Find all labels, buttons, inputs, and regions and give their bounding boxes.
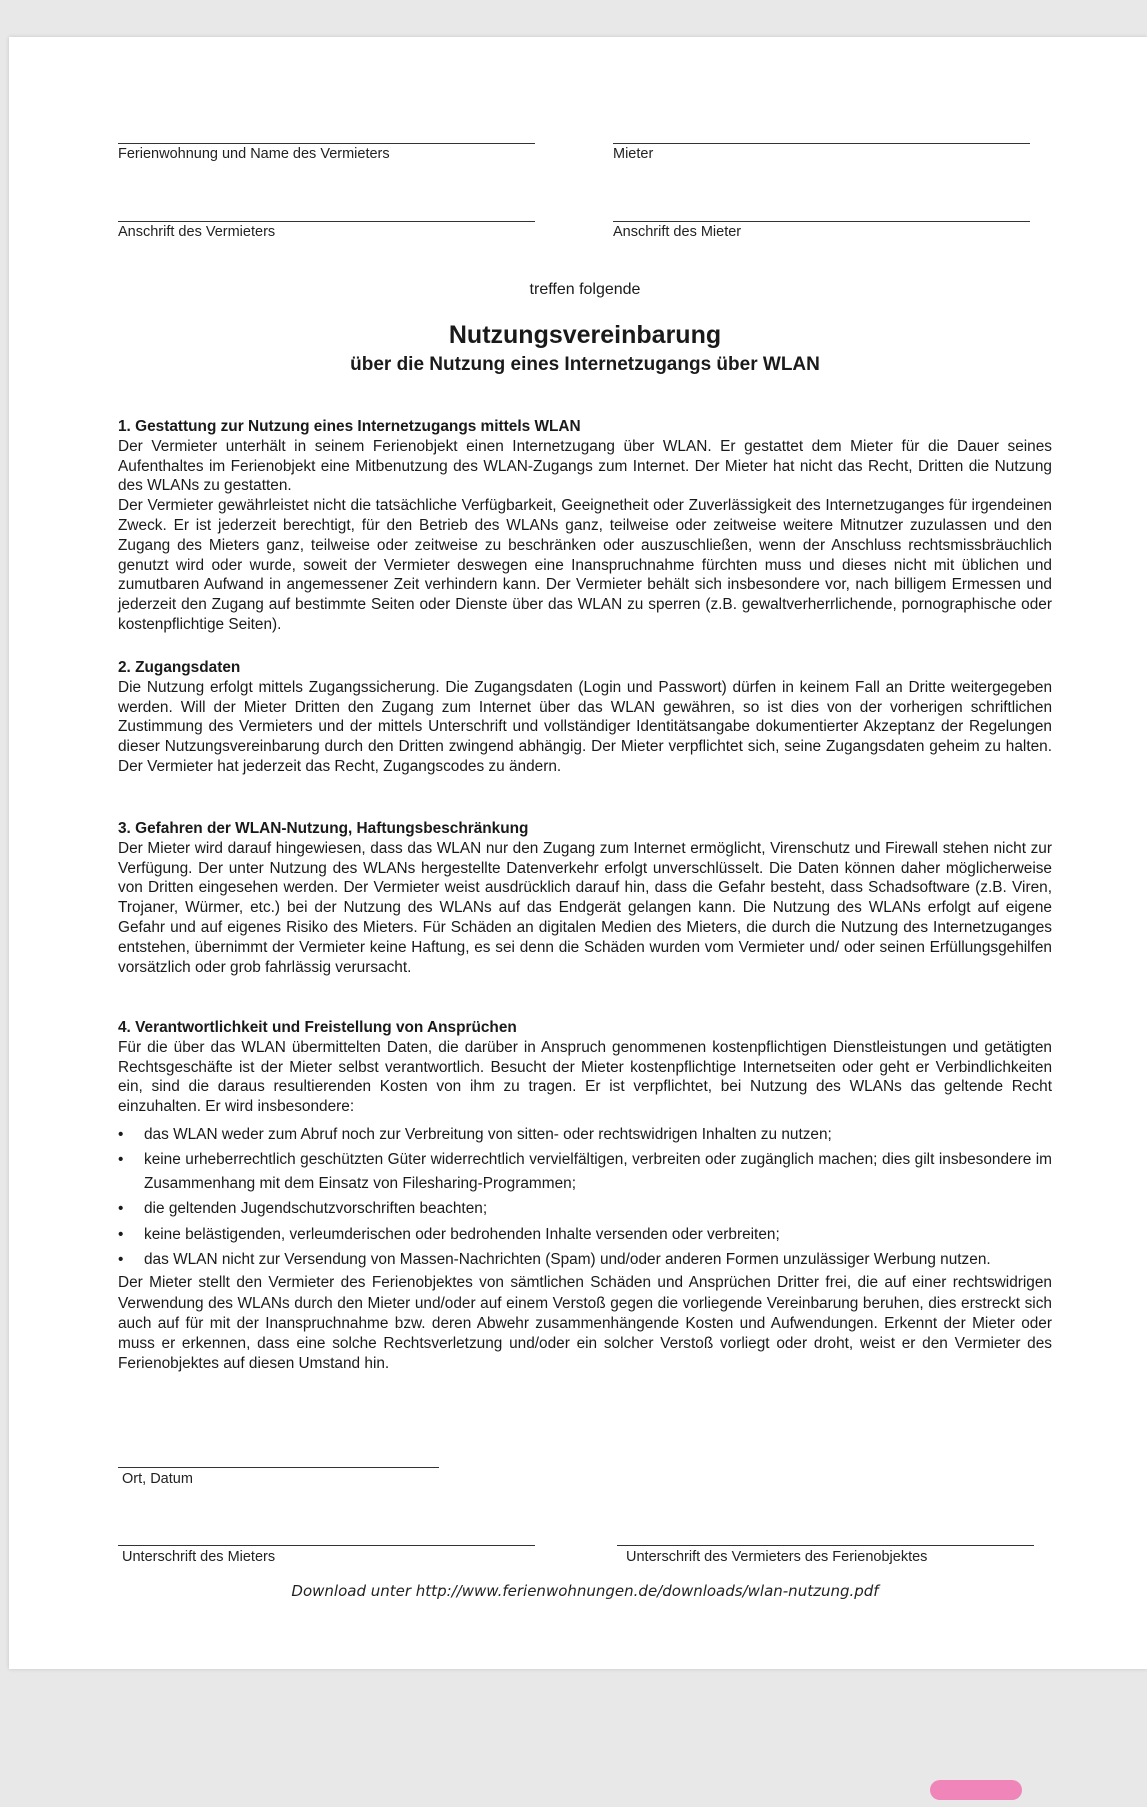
vermieter-signature-label: Unterschrift des Vermieters des Ferienobjektes bbox=[626, 1549, 928, 1565]
list-item bbox=[118, 1123, 1052, 1146]
vermieter-signature-line bbox=[617, 1545, 1034, 1546]
list-item bbox=[118, 1148, 1052, 1195]
document-subtitle: über die Nutzung eines Internetzugangs über WLAN bbox=[350, 354, 820, 375]
section-paragraph: Die Nutzung erfolgt mittels Zugangssicherung. Die Zugangsdaten (Login und Passwort) dürfen in keinem Fall an Dritte weitergegeben werden. Will der Mieter Dritten den Zugang zum Internet über das WLAN gewähren, so ist dies von der vorherigen schriftlichen Zustimmung des Vermieters und der mittels Unterschrift und vollständiger Identitätsangabe dokumentierter Akzeptanz der Regelungen dieser Nutzungsvereinbarung durch den Dritten zwingend abhängig. Der Mieter verpflichtet sich, seine Zugangsdaten geheim zu halten. Der Vermieter hat jederzeit das Recht, Zugangscodes zu ändern. bbox=[118, 678, 1052, 775]
bullet-icon: • bbox=[118, 1125, 124, 1143]
section-paragraph: Der Vermieter unterhält in seinem Ferienobjekt einen Internetzugang über WLAN. Er gestattet dem Mieter für die Dauer seines Aufenthaltes im Ferienobjekt eine Mitbenutzung des WLAN-Zugangs zum Internet. Der Mieter hat nicht das Recht, Dritten die Nutzung des WLANs zu gestatten. bbox=[118, 437, 1052, 495]
section-closing-paragraph: Der Mieter stellt den Vermieter des Ferienobjektes von sämtlichen Schäden und Ansprüchen Dritter frei, die auf einer rechtswidrigen Verwendung des WLANs durch den Mieter und/oder auf einem Verstoß gegen die vorliegende Vereinbarung beruhen, dies erstreckt sich auch auf für mit der Inanspruchnahme bzw. deren Abwehr zusammenhängende Kosten und Aufwendungen. Erkennt der Mieter oder muss er erkennen, dass eine solche Rechtsverletzung und/oder ein solcher Verstoß vorliegt oder droht, weist er den Vermieter des Ferienobjektes auf diesen Umstand hin. bbox=[118, 1274, 1052, 1373]
section-heading: 4. Verantwortlichkeit und Freistellung von Ansprüchen bbox=[118, 1019, 517, 1036]
download-footer: Download unter http://www.ferienwohnungen.de/downloads/wlan-nutzung.pdf bbox=[291, 1582, 879, 1600]
vermieter-address-label: Anschrift des Vermieters bbox=[118, 224, 276, 240]
section-4 bbox=[118, 1018, 1052, 1374]
mieter-address-line bbox=[613, 221, 1030, 222]
list-item bbox=[118, 1197, 1052, 1220]
mieter-name-line bbox=[613, 143, 1030, 144]
ort-datum-label: Ort, Datum bbox=[122, 1471, 193, 1487]
list-item-text: keine urheberrechtlich geschützten Güter widerrechtlich vervielfältigen, verbreiten oder zugänglich machen; dies gilt insbesondere im Zusammenhang mit dem Einsatz von Filesharing-Programmen; bbox=[144, 1151, 1052, 1192]
ort-datum-line bbox=[118, 1467, 439, 1468]
section-3 bbox=[118, 819, 1052, 977]
list-item-text: die geltenden Jugendschutzvorschriften beachten; bbox=[144, 1200, 488, 1218]
intro-text: treffen folgende bbox=[529, 281, 641, 298]
section-heading: 3. Gefahren der WLAN-Nutzung, Haftungsbeschränkung bbox=[118, 820, 529, 837]
section-1 bbox=[118, 417, 1052, 635]
mieter-signature-label: Unterschrift des Mieters bbox=[122, 1549, 276, 1565]
section-heading: 2. Zugangsdaten bbox=[118, 659, 241, 676]
mieter-name-label: Mieter bbox=[613, 146, 654, 162]
vermieter-name-label: Ferienwohnung und Name des Vermieters bbox=[118, 146, 390, 162]
bullet-icon: • bbox=[118, 1251, 124, 1269]
obligations-list bbox=[118, 1123, 1052, 1271]
bullet-icon: • bbox=[118, 1200, 124, 1218]
list-item bbox=[118, 1248, 1052, 1271]
section-heading: 1. Gestattung zur Nutzung eines Internetzugangs mittels WLAN bbox=[118, 418, 581, 435]
mieter-signature-line bbox=[118, 1545, 535, 1546]
vermieter-name-line bbox=[118, 143, 535, 144]
document-title: Nutzungsvereinbarung bbox=[448, 321, 722, 349]
highlighter-mark bbox=[930, 1780, 1022, 1800]
section-2 bbox=[118, 658, 1052, 777]
bullet-icon: • bbox=[118, 1225, 124, 1243]
vermieter-address-line bbox=[118, 221, 535, 222]
list-item-text: keine belästigenden, verleumderischen oder bedrohenden Inhalte versenden oder verbreiten; bbox=[144, 1225, 780, 1243]
mieter-address-label: Anschrift des Mieter bbox=[613, 224, 742, 240]
list-item-text: das WLAN weder zum Abruf noch zur Verbreitung von sitten- oder rechtswidrigen Inhalten zu nutzen; bbox=[144, 1125, 832, 1143]
bullet-icon: • bbox=[118, 1151, 124, 1169]
section-paragraph: Der Vermieter gewährleistet nicht die tatsächliche Verfügbarkeit, Geeignetheit oder Zuverlässigkeit des Internetzuganges für irgendeinen Zweck. Er ist jederzeit berechtigt, für den Betrieb des WLANs ganz, teilweise oder zeitweise weitere Mitnutzer zuzulassen und den Zugang des Mieters ganz, teilweise oder zeitweise zu beschränken oder auszuschließen, wenn der Anschluss rechtsmissbräuchlich genutzt wird oder wurde, soweit der Vermieter deswegen eine Inanspruchnahme fürchten muss und dieses nicht mit üblichen und zumutbaren Aufwand in angemessener Zeit verhindern kann. Der Vermieter behält sich insbesondere vor, nach billigem Ermessen und jederzeit den Zugang auf bestimmte Seiten oder Dienste über das WLAN zu sperren (z.B. gewaltverherrlichende, pornographische oder kostenpflichtige Seiten). bbox=[118, 497, 1052, 633]
section-paragraph: Für die über das WLAN übermittelten Daten, die darüber in Anspruch genommenen kostenpflichtigen Dienstleistungen und getätigten Rechtsgeschäfte ist der Mieter selbst verantwortlich. Besucht der Mieter kostenpflichtige Internetseiten oder geht er Verbindlichkeiten ein, sind die daraus resultierenden Kosten von ihm zu tragen. Er ist verpflichtet, bei Nutzung des WLANs das geltende Recht einzuhalten. Er wird insbesondere: bbox=[118, 1038, 1052, 1116]
section-paragraph: Der Mieter wird darauf hingewiesen, dass das WLAN nur den Zugang zum Internet ermöglicht, Virenschutz und Firewall stehen nicht zur Verfügung. Der unter Nutzung des WLANs hergestellte Datenverkehr erfolgt unverschlüsselt. Die Daten können daher möglicherweise von Dritten eingesehen werden. Der Vermieter weist ausdrücklich darauf hin, dass die Gefahr besteht, dass Schadsoftware (z.B. Viren, Trojaner, Würmer, etc.) bei der Nutzung des WLANs auf das Endgerät gelangen kann. Die Nutzung des WLANs erfolgt auf eigene Gefahr und auf eigenes Risiko des Mieters. Für Schäden an digitalen Medien des Mieters, die durch die Nutzung des Internetzuganges entstehen, übernimmt der Vermieter keine Haftung, es sei denn die Schäden wurden vom Vermieter und/ oder seinen Erfüllungsgehilfen vorsätzlich oder grob fahrlässig verursacht. bbox=[118, 839, 1052, 976]
list-item-text: das WLAN nicht zur Versendung von Massen-Nachrichten (Spam) und/oder anderen Formen unzulässiger Werbung nutzen. bbox=[144, 1251, 991, 1269]
list-item bbox=[118, 1223, 1052, 1246]
